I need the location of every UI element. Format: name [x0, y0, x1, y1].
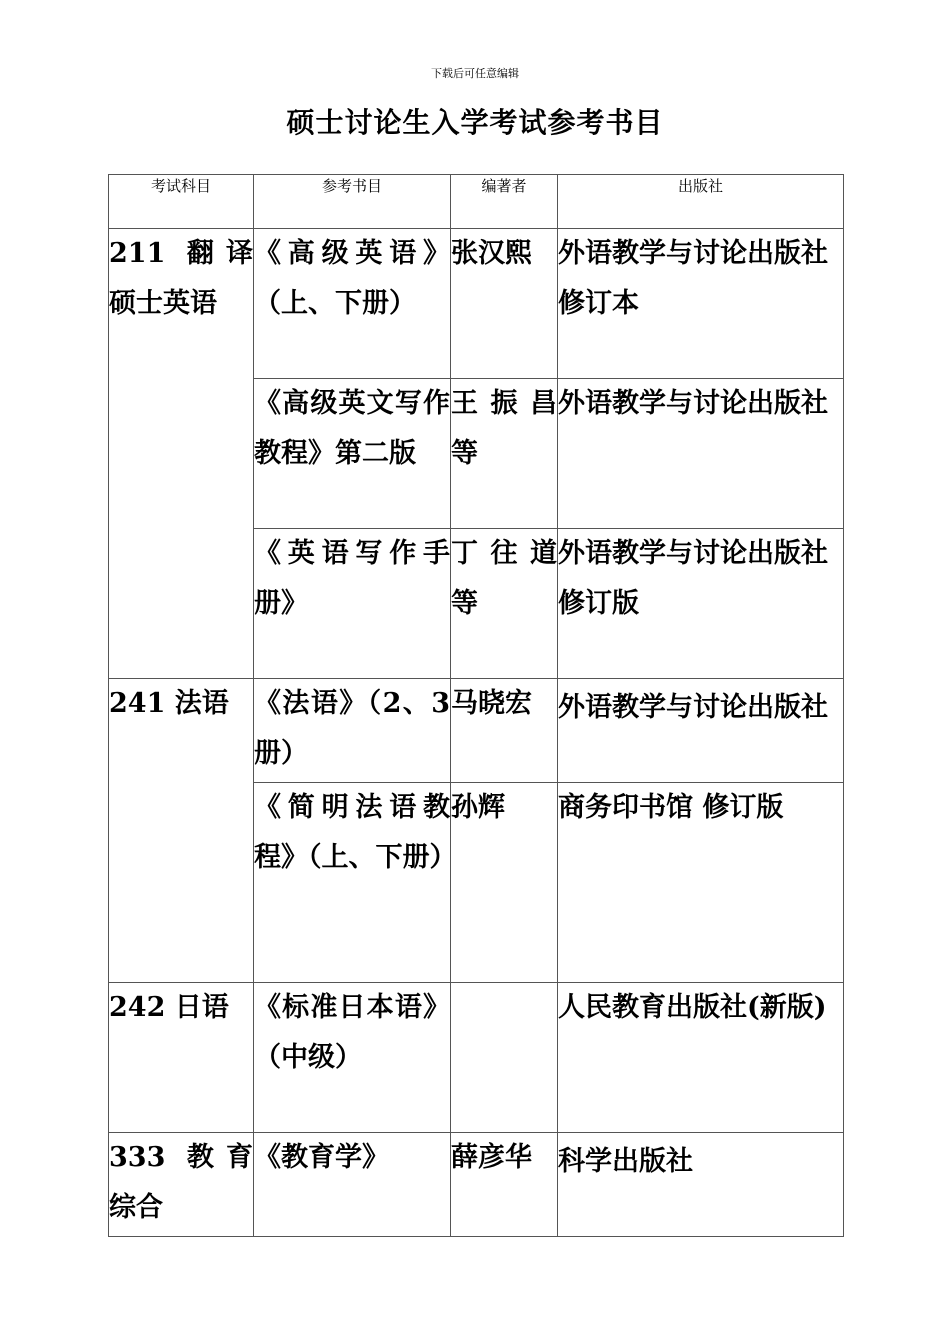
book-cell: 《高级英文写作教程》第二版	[254, 379, 451, 529]
table-row	[109, 983, 844, 1133]
subject-cell: 241 法语	[109, 679, 254, 983]
author-cell: 马晓宏	[451, 679, 558, 783]
book-cell: 《教育学》	[254, 1133, 451, 1237]
author-cell: 孙辉	[451, 783, 558, 983]
header-author: 编著者	[451, 175, 558, 229]
document-title: 硕士讨论生入学考试参考书目	[286, 106, 664, 139]
book-cell: 《标准日本语》（中级）	[254, 983, 451, 1133]
publisher-cell: 商务印书馆 修订版	[558, 783, 844, 983]
book-cell: 《高级英语》（上、下册）	[254, 229, 451, 379]
header-note: 下载后可任意编辑	[431, 67, 519, 80]
publisher-cell: 外语教学与讨论出版社	[558, 679, 844, 783]
table-row	[109, 1133, 844, 1237]
publisher-cell: 外语教学与讨论出版社	[558, 379, 844, 529]
book-cell: 《英语写作手册》	[254, 529, 451, 679]
header-book: 参考书目	[254, 175, 451, 229]
subject-cell: 211 翻译硕士英语	[109, 229, 254, 679]
book-cell: 《简明法语教程》（上、下册）	[254, 783, 451, 983]
table-row	[109, 679, 844, 783]
publisher-cell: 人民教育出版社(新版)	[558, 983, 844, 1133]
book-cell: 《法语》（2、3 册）	[254, 679, 451, 783]
author-cell: 王振昌等	[451, 379, 558, 529]
table-row	[109, 229, 844, 379]
table-header-row	[109, 175, 844, 229]
author-cell	[451, 983, 558, 1133]
subject-cell: 242 日语	[109, 983, 254, 1133]
publisher-cell: 科学出版社	[558, 1133, 844, 1237]
publisher-cell: 外语教学与讨论出版社 修订本	[558, 229, 844, 379]
author-cell: 张汉熙	[451, 229, 558, 379]
publisher-cell: 外语教学与讨论出版社 修订版	[558, 529, 844, 679]
header-subject: 考试科目	[109, 175, 254, 229]
author-cell: 丁往道等	[451, 529, 558, 679]
header-publisher: 出版社	[558, 175, 844, 229]
author-cell: 薛彦华	[451, 1133, 558, 1237]
reference-book-table	[108, 174, 844, 1237]
subject-cell: 333 教育综合	[109, 1133, 254, 1237]
